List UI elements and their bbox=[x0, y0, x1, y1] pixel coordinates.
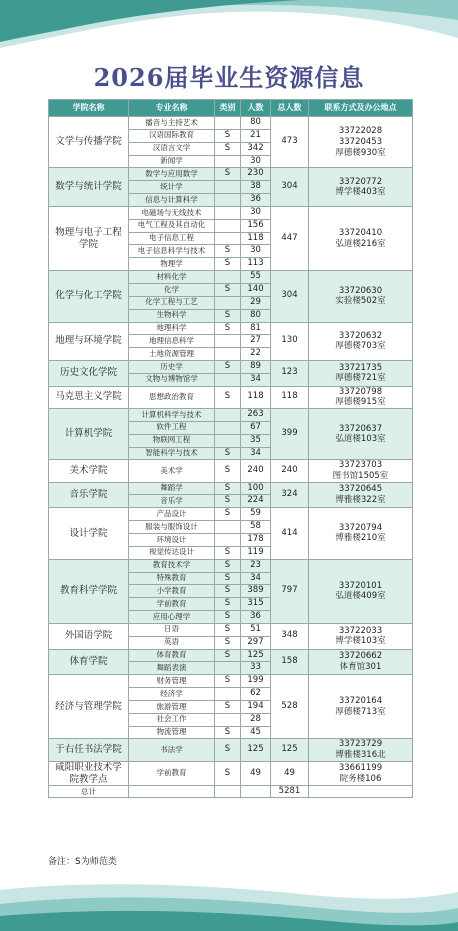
major-category bbox=[215, 373, 241, 386]
major-name: 小学教育 bbox=[129, 585, 215, 598]
major-category bbox=[215, 271, 241, 284]
major-name: 地理信息科学 bbox=[129, 335, 215, 348]
table-row bbox=[49, 623, 413, 636]
major-count: 59 bbox=[241, 508, 271, 521]
table-row bbox=[49, 386, 413, 408]
college-contact bbox=[309, 508, 413, 559]
header-total: 总人数 bbox=[271, 100, 309, 117]
contact-line: 博学楼403室 bbox=[335, 187, 386, 198]
major-count: 62 bbox=[241, 688, 271, 701]
table-row bbox=[49, 117, 413, 130]
major-category bbox=[215, 348, 241, 361]
major-count: 113 bbox=[241, 258, 271, 271]
major-category bbox=[215, 206, 241, 219]
contact-line: 33720101 bbox=[338, 580, 383, 591]
major-category bbox=[215, 662, 241, 675]
contact-line: 厚德楼703室 bbox=[335, 341, 386, 352]
major-name: 美术学 bbox=[129, 460, 215, 482]
major-name: 新闻学 bbox=[129, 155, 215, 168]
major-count: 34 bbox=[241, 447, 271, 460]
college-contact bbox=[309, 482, 413, 508]
major-category: S bbox=[215, 726, 241, 739]
table-row bbox=[49, 322, 413, 335]
college-name: 教育科学学院 bbox=[49, 559, 129, 623]
major-category: S bbox=[215, 168, 241, 181]
table-row bbox=[49, 460, 413, 482]
major-name: 地理科学 bbox=[129, 322, 215, 335]
major-name: 信息与计算科学 bbox=[129, 194, 215, 207]
contact-line: 弘道楼409室 bbox=[335, 591, 386, 602]
contact-line: 33722028 bbox=[338, 126, 383, 137]
major-name: 土地资源管理 bbox=[129, 348, 215, 361]
footnote: 备注：S为师范类 bbox=[48, 857, 117, 867]
college-contact bbox=[309, 460, 413, 482]
major-category: S bbox=[215, 460, 241, 482]
college-total: 304 bbox=[271, 271, 309, 322]
major-count: 81 bbox=[241, 322, 271, 335]
major-category bbox=[215, 533, 241, 546]
contact-line: 33720645 bbox=[338, 484, 383, 495]
table-row bbox=[49, 559, 413, 572]
major-category: S bbox=[215, 700, 241, 713]
contact-line: 33720798 bbox=[338, 386, 383, 397]
contact-line: 33720630 bbox=[338, 285, 383, 296]
major-count: 30 bbox=[241, 245, 271, 258]
major-category bbox=[215, 434, 241, 447]
major-count: 36 bbox=[241, 194, 271, 207]
major-name: 数学与应用数学 bbox=[129, 168, 215, 181]
college-name: 文学与传播学院 bbox=[49, 117, 129, 168]
college-contact bbox=[309, 361, 413, 387]
major-count: 263 bbox=[241, 408, 271, 421]
major-name: 应用心理学 bbox=[129, 611, 215, 624]
table-row bbox=[49, 271, 413, 284]
total-label: 总计 bbox=[49, 786, 129, 798]
page-title: 2026届毕业生资源信息 bbox=[93, 63, 365, 92]
table-row bbox=[49, 168, 413, 181]
college-name: 经济与管理学院 bbox=[49, 675, 129, 739]
major-count: 28 bbox=[241, 713, 271, 726]
college-name: 设计学院 bbox=[49, 508, 129, 559]
college-contact bbox=[309, 739, 413, 761]
major-category: S bbox=[215, 598, 241, 611]
major-category bbox=[215, 181, 241, 194]
major-category: S bbox=[215, 508, 241, 521]
major-category: S bbox=[215, 585, 241, 598]
major-count: 118 bbox=[241, 386, 271, 408]
major-category bbox=[215, 117, 241, 130]
college-name: 数学与统计学院 bbox=[49, 168, 129, 207]
major-category: S bbox=[215, 283, 241, 296]
header-major: 专业名称 bbox=[129, 100, 215, 117]
major-category: S bbox=[215, 623, 241, 636]
contact-line: 体育馆301 bbox=[339, 661, 382, 672]
table-row bbox=[49, 408, 413, 421]
major-name: 舞蹈表演 bbox=[129, 662, 215, 675]
college-total: 324 bbox=[271, 482, 309, 508]
major-name: 统计学 bbox=[129, 181, 215, 194]
major-count: 389 bbox=[241, 585, 271, 598]
major-count: 67 bbox=[241, 421, 271, 434]
college-name: 外国语学院 bbox=[49, 623, 129, 649]
college-contact bbox=[309, 168, 413, 207]
major-category: S bbox=[215, 245, 241, 258]
college-total: 473 bbox=[271, 117, 309, 168]
college-total: 130 bbox=[271, 322, 309, 361]
major-category bbox=[215, 408, 241, 421]
major-category: S bbox=[215, 322, 241, 335]
contact-line: 33722033 bbox=[338, 625, 383, 636]
college-name: 马克思主义学院 bbox=[49, 386, 129, 408]
major-name: 音乐学 bbox=[129, 495, 215, 508]
major-category: S bbox=[215, 611, 241, 624]
major-name: 服装与服饰设计 bbox=[129, 521, 215, 534]
major-category: S bbox=[215, 649, 241, 662]
major-name: 英语 bbox=[129, 636, 215, 649]
table-row bbox=[49, 739, 413, 761]
major-name: 化学 bbox=[129, 283, 215, 296]
college-name: 于右任书法学院 bbox=[49, 739, 129, 761]
major-name: 智能科学与技术 bbox=[129, 447, 215, 460]
major-category bbox=[215, 688, 241, 701]
major-category: S bbox=[215, 309, 241, 322]
contact-line: 厚德楼930室 bbox=[335, 147, 386, 158]
contact-line: 33723703 bbox=[338, 460, 383, 471]
major-name: 汉语国际教育 bbox=[129, 129, 215, 142]
major-category: S bbox=[215, 258, 241, 271]
major-name: 化学工程与工艺 bbox=[129, 296, 215, 309]
table-row bbox=[49, 761, 413, 786]
major-category: S bbox=[215, 482, 241, 495]
major-category bbox=[215, 296, 241, 309]
college-total: 414 bbox=[271, 508, 309, 559]
major-count: 38 bbox=[241, 181, 271, 194]
major-name: 财务管理 bbox=[129, 675, 215, 688]
college-name: 咸阳职业技术学院教学点 bbox=[49, 761, 129, 786]
major-name: 舞蹈学 bbox=[129, 482, 215, 495]
contact-line: 33720410 bbox=[338, 227, 383, 238]
contact-line: 厚德楼721室 bbox=[335, 373, 386, 384]
college-name: 地理与环境学院 bbox=[49, 322, 129, 361]
major-name: 生物科学 bbox=[129, 309, 215, 322]
college-total: 118 bbox=[271, 386, 309, 408]
major-name: 特殊教育 bbox=[129, 572, 215, 585]
contact-line: 厚德楼713室 bbox=[335, 706, 386, 717]
college-name: 物理与电子工程学院 bbox=[49, 206, 129, 270]
major-name: 电气工程及其自动化 bbox=[129, 219, 215, 232]
major-name: 经济学 bbox=[129, 688, 215, 701]
college-name: 历史文化学院 bbox=[49, 361, 129, 387]
college-contact bbox=[309, 559, 413, 623]
major-count: 125 bbox=[241, 739, 271, 761]
major-count: 315 bbox=[241, 598, 271, 611]
major-count: 80 bbox=[241, 309, 271, 322]
major-count: 23 bbox=[241, 559, 271, 572]
major-count: 55 bbox=[241, 271, 271, 284]
contact-line: 博雅楼210室 bbox=[335, 533, 386, 544]
major-count: 89 bbox=[241, 361, 271, 374]
college-name: 体育学院 bbox=[49, 649, 129, 675]
major-count: 27 bbox=[241, 335, 271, 348]
major-category: S bbox=[215, 386, 241, 408]
major-name: 学前教育 bbox=[129, 761, 215, 786]
major-category: S bbox=[215, 495, 241, 508]
major-category bbox=[215, 219, 241, 232]
major-count: 178 bbox=[241, 533, 271, 546]
major-count: 342 bbox=[241, 142, 271, 155]
college-name: 音乐学院 bbox=[49, 482, 129, 508]
contact-line: 33723729 bbox=[338, 739, 383, 750]
major-name: 物联网工程 bbox=[129, 434, 215, 447]
major-name: 环境设计 bbox=[129, 533, 215, 546]
major-name: 体育教育 bbox=[129, 649, 215, 662]
college-total: 125 bbox=[271, 739, 309, 761]
contact-line: 33721735 bbox=[338, 362, 383, 373]
header-category: 类别 bbox=[215, 100, 241, 117]
major-name: 物流管理 bbox=[129, 726, 215, 739]
major-count: 156 bbox=[241, 219, 271, 232]
major-count: 21 bbox=[241, 129, 271, 142]
contact-line: 33720794 bbox=[338, 522, 383, 533]
header-count: 人数 bbox=[241, 100, 271, 117]
contact-line: 33661199 bbox=[338, 762, 383, 773]
header-contact: 联系方式及办公地点 bbox=[309, 100, 413, 117]
header-college: 学院名称 bbox=[49, 100, 129, 117]
major-count: 33 bbox=[241, 662, 271, 675]
college-total: 240 bbox=[271, 460, 309, 482]
college-contact bbox=[309, 386, 413, 408]
college-name: 化学与化工学院 bbox=[49, 271, 129, 322]
major-name: 思想政治教育 bbox=[129, 386, 215, 408]
college-contact bbox=[309, 408, 413, 459]
major-name: 旅游管理 bbox=[129, 700, 215, 713]
graduate-resource-table bbox=[48, 99, 413, 798]
major-name: 软件工程 bbox=[129, 421, 215, 434]
major-count: 230 bbox=[241, 168, 271, 181]
major-name: 书法学 bbox=[129, 739, 215, 761]
major-category bbox=[215, 335, 241, 348]
major-count: 30 bbox=[241, 206, 271, 219]
college-contact bbox=[309, 206, 413, 270]
table-header-row bbox=[49, 100, 413, 117]
major-count: 119 bbox=[241, 546, 271, 559]
table-row bbox=[49, 675, 413, 688]
major-name: 电子信息工程 bbox=[129, 232, 215, 245]
table-row bbox=[49, 361, 413, 374]
contact-line: 33720662 bbox=[338, 651, 383, 662]
major-count: 22 bbox=[241, 348, 271, 361]
college-total: 447 bbox=[271, 206, 309, 270]
college-total: 49 bbox=[271, 761, 309, 786]
major-count: 51 bbox=[241, 623, 271, 636]
contact-line: 博学楼103室 bbox=[335, 636, 386, 647]
major-count: 36 bbox=[241, 611, 271, 624]
major-count: 100 bbox=[241, 482, 271, 495]
major-category: S bbox=[215, 761, 241, 786]
college-total: 797 bbox=[271, 559, 309, 623]
grand-total: 5281 bbox=[271, 786, 309, 798]
college-total: 123 bbox=[271, 361, 309, 387]
total-row bbox=[49, 786, 413, 798]
major-name: 材料化学 bbox=[129, 271, 215, 284]
college-total: 304 bbox=[271, 168, 309, 207]
major-category: S bbox=[215, 572, 241, 585]
major-category bbox=[215, 521, 241, 534]
college-name: 美术学院 bbox=[49, 460, 129, 482]
major-category: S bbox=[215, 447, 241, 460]
major-category bbox=[215, 713, 241, 726]
contact-line: 实验楼502室 bbox=[335, 296, 386, 307]
major-category: S bbox=[215, 129, 241, 142]
major-count: 224 bbox=[241, 495, 271, 508]
college-total: 528 bbox=[271, 675, 309, 739]
contact-line: 33720164 bbox=[338, 696, 383, 707]
contact-line: 33720637 bbox=[338, 423, 383, 434]
college-contact bbox=[309, 761, 413, 786]
college-contact bbox=[309, 675, 413, 739]
major-category bbox=[215, 194, 241, 207]
major-count: 199 bbox=[241, 675, 271, 688]
table-row bbox=[49, 508, 413, 521]
major-count: 35 bbox=[241, 434, 271, 447]
table-row bbox=[49, 649, 413, 662]
table-row bbox=[49, 482, 413, 495]
major-name: 电子信息科学与技术 bbox=[129, 245, 215, 258]
contact-line: 弘道楼103室 bbox=[335, 434, 386, 445]
college-contact bbox=[309, 649, 413, 675]
major-category: S bbox=[215, 739, 241, 761]
college-total: 348 bbox=[271, 623, 309, 649]
major-count: 29 bbox=[241, 296, 271, 309]
major-name: 产品设计 bbox=[129, 508, 215, 521]
major-name: 物理学 bbox=[129, 258, 215, 271]
contact-line: 弘道楼216室 bbox=[335, 238, 386, 249]
major-category bbox=[215, 421, 241, 434]
college-contact bbox=[309, 322, 413, 361]
major-count: 34 bbox=[241, 373, 271, 386]
contact-line: 博雅楼316北 bbox=[335, 750, 386, 761]
major-count: 297 bbox=[241, 636, 271, 649]
contact-line: 院务楼106 bbox=[339, 773, 382, 784]
major-category bbox=[215, 155, 241, 168]
college-name: 计算机学院 bbox=[49, 408, 129, 459]
major-category bbox=[215, 232, 241, 245]
major-name: 汉语言文学 bbox=[129, 142, 215, 155]
major-name: 播音与主持艺术 bbox=[129, 117, 215, 130]
contact-line: 博雅楼322室 bbox=[335, 494, 386, 505]
major-name: 视觉传达设计 bbox=[129, 546, 215, 559]
major-category: S bbox=[215, 675, 241, 688]
major-name: 文物与博物馆学 bbox=[129, 373, 215, 386]
contact-line: 厚德楼915室 bbox=[335, 397, 386, 408]
major-count: 30 bbox=[241, 155, 271, 168]
major-count: 58 bbox=[241, 521, 271, 534]
major-count: 240 bbox=[241, 460, 271, 482]
major-category: S bbox=[215, 142, 241, 155]
major-name: 日语 bbox=[129, 623, 215, 636]
major-category: S bbox=[215, 636, 241, 649]
major-name: 学前教育 bbox=[129, 598, 215, 611]
college-contact bbox=[309, 271, 413, 322]
major-count: 125 bbox=[241, 649, 271, 662]
college-contact bbox=[309, 117, 413, 168]
major-count: 194 bbox=[241, 700, 271, 713]
major-count: 45 bbox=[241, 726, 271, 739]
college-total: 158 bbox=[271, 649, 309, 675]
college-contact bbox=[309, 623, 413, 649]
major-category: S bbox=[215, 546, 241, 559]
major-name: 社会工作 bbox=[129, 713, 215, 726]
major-count: 49 bbox=[241, 761, 271, 786]
major-category: S bbox=[215, 361, 241, 374]
major-count: 140 bbox=[241, 283, 271, 296]
contact-line: 图书馆1505室 bbox=[332, 470, 389, 481]
major-count: 34 bbox=[241, 572, 271, 585]
major-name: 电磁场与无线技术 bbox=[129, 206, 215, 219]
college-total: 399 bbox=[271, 408, 309, 459]
bottom-wave-decoration bbox=[0, 870, 458, 931]
contact-line: 33720772 bbox=[338, 176, 383, 187]
major-category: S bbox=[215, 559, 241, 572]
contact-line: 33720453 bbox=[338, 136, 383, 147]
major-name: 计算机科学与技术 bbox=[129, 408, 215, 421]
table-row bbox=[49, 206, 413, 219]
major-name: 教育技术学 bbox=[129, 559, 215, 572]
major-name: 历史学 bbox=[129, 361, 215, 374]
contact-line: 33720632 bbox=[338, 330, 383, 341]
major-count: 118 bbox=[241, 232, 271, 245]
major-count: 80 bbox=[241, 117, 271, 130]
